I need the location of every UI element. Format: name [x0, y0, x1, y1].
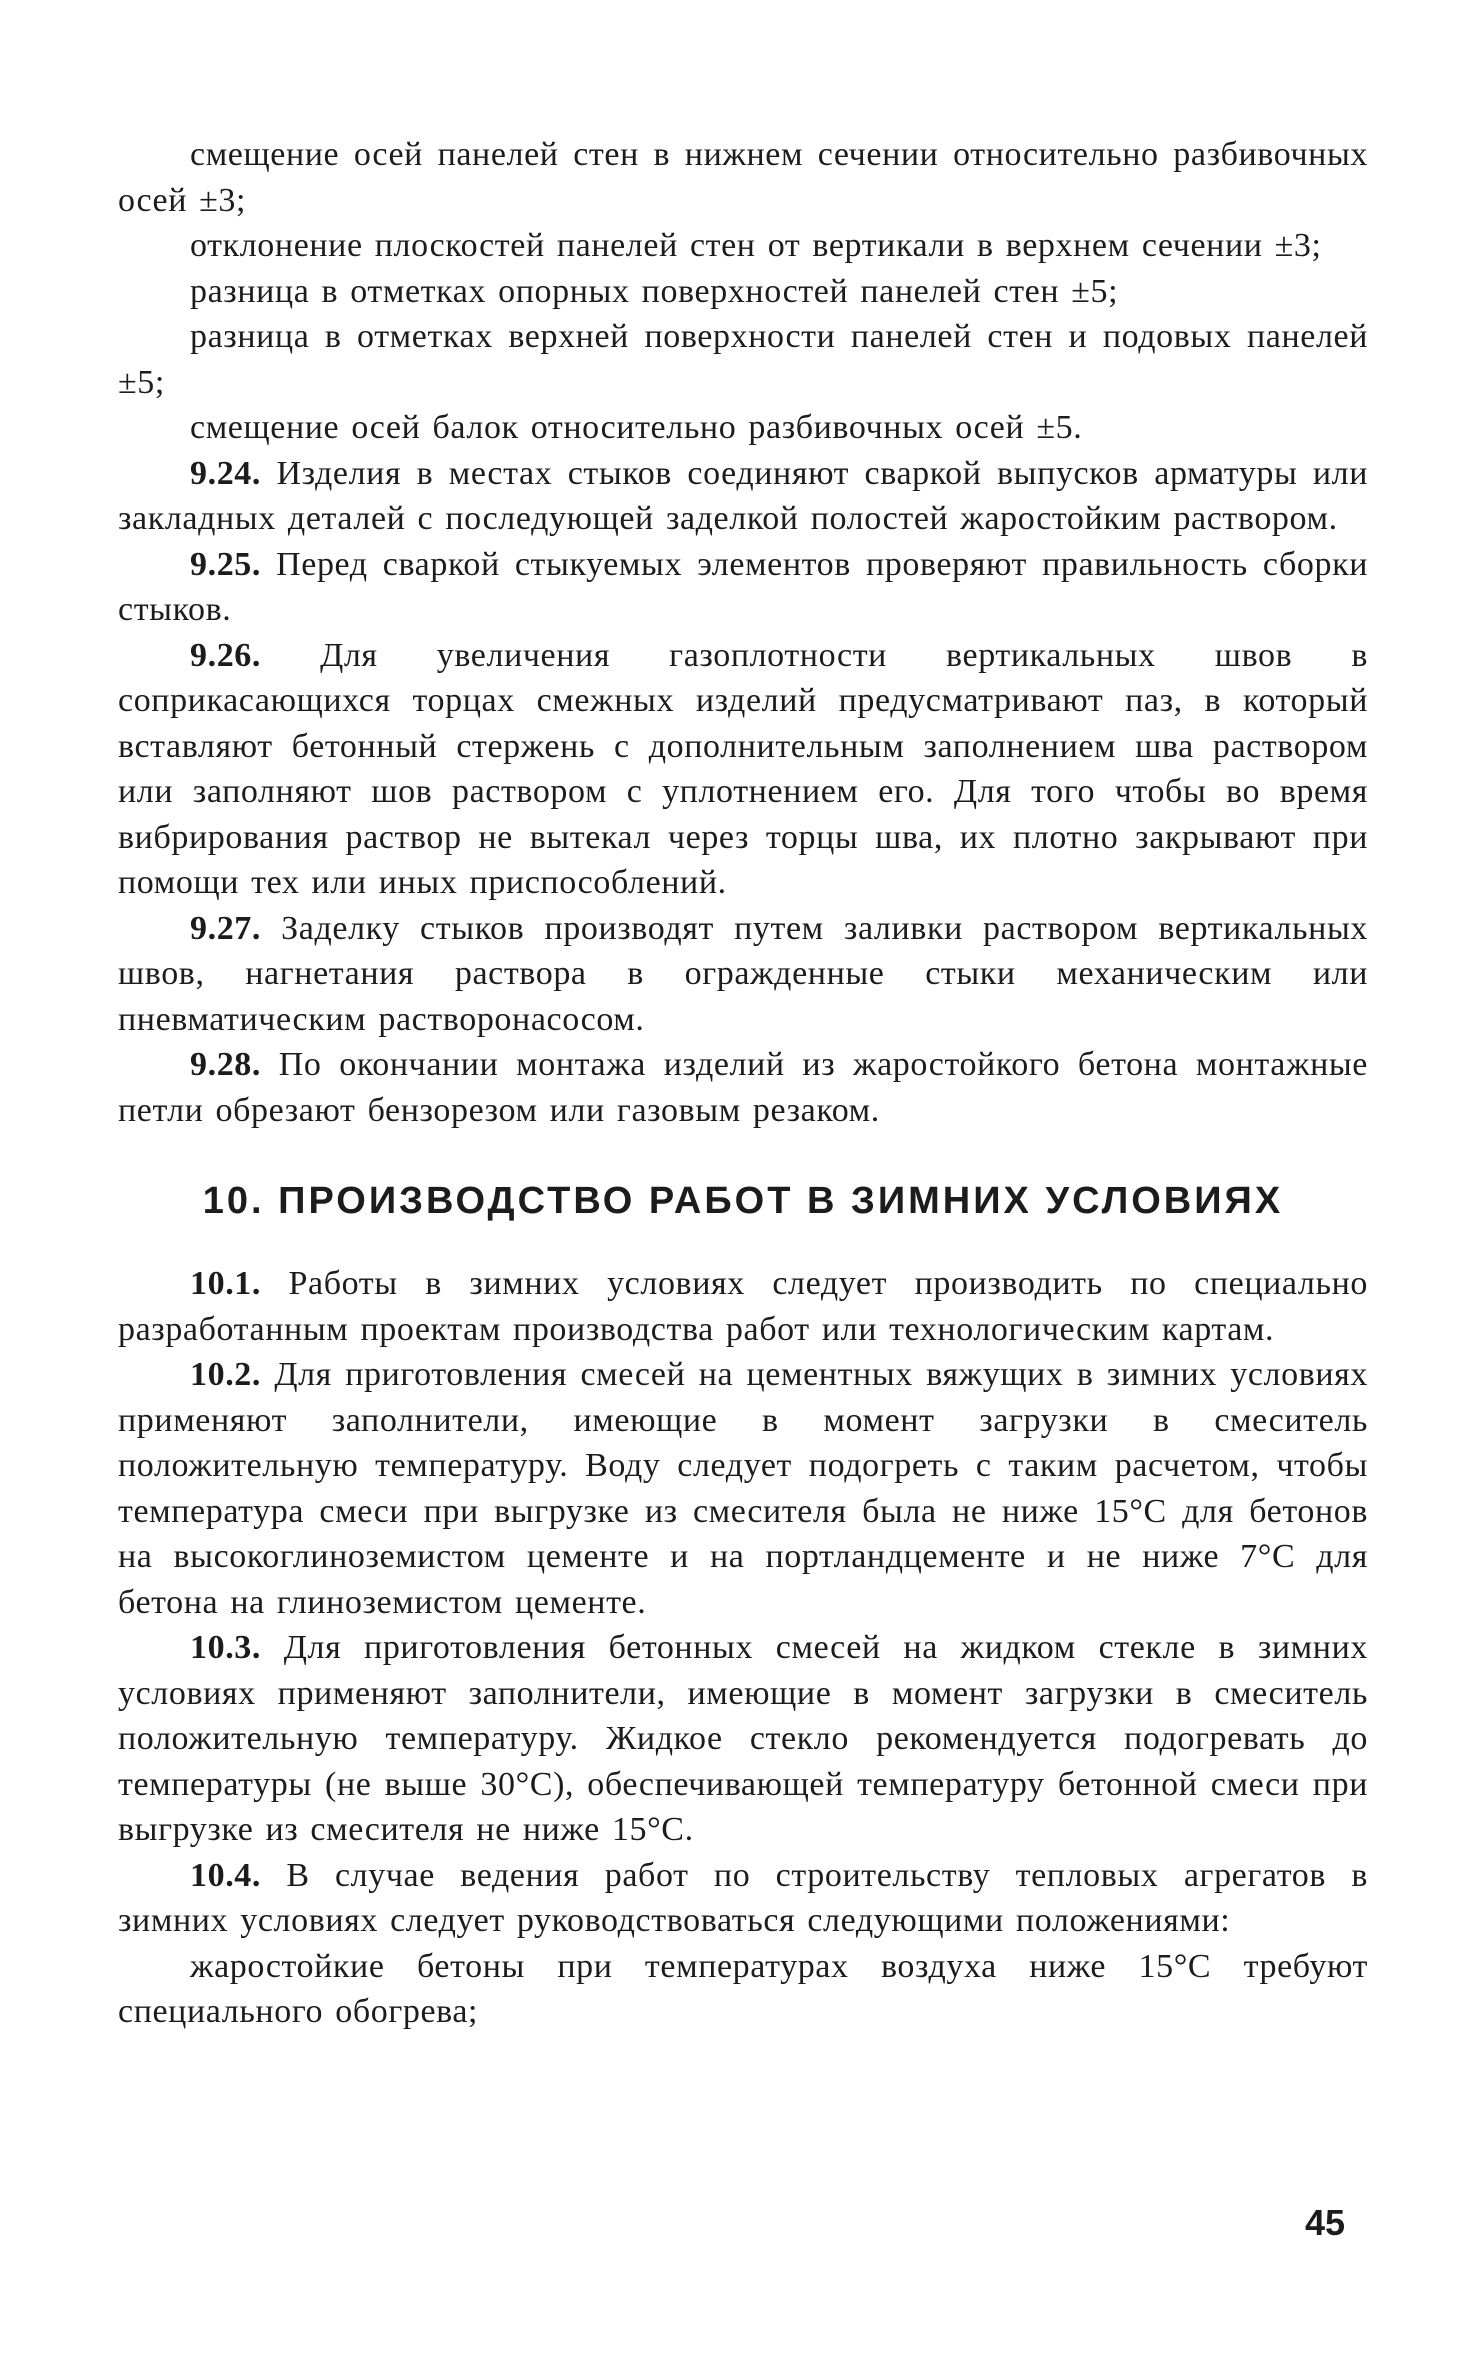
clause-text: Изделия в местах стыков соединяют сваркой выпусков арматуры или закладных деталей с последующей заделкой полостей жаростойким раствором.	[118, 454, 1368, 537]
clause-number: 10.2.	[190, 1356, 261, 1393]
clause-text: Работы в зимних условиях следует производить по специально разработанным проектам производства работ или технологическим картам.	[118, 1265, 1368, 1348]
list-item: жаростойкие бетоны при температурах воздуха ниже 15°С требуют специального обогрева;	[118, 1947, 1368, 2030]
clause-text: По окончании монтажа изделий из жаростойкого бетона монтажные петли обрезают бензорезом или газовым резаком.	[118, 1046, 1369, 1129]
clause-number: 10.1.	[190, 1265, 261, 1302]
list-item: смещение осей панелей стен в нижнем сечении относительно разбивочных осей ±3;	[118, 136, 1368, 219]
clause-text: Перед сваркой стыкуемых элементов проверяют правильность сборки стыков.	[118, 545, 1368, 628]
clause-text: В случае ведения работ по строительству тепловых агрегатов в зимних условиях следует руководствоваться следующими положениями:	[118, 1856, 1368, 1939]
clause-10-2	[118, 1352, 1368, 1625]
page-body	[118, 132, 1368, 2035]
page-number: 45	[1305, 2202, 1346, 2243]
clause-text: Для увеличения газоплотности вертикальных швов в соприкасающихся торцах смежных изделий предусматривают паз, в который вставляют бетонный стержень с дополнительным заполнением шва раствором или заполняют шов раствором с уплотнением его. Для того чтобы во время вибрирования раствор не вытекал через торцы шва, их плотно закрывают при помощи тех или иных приспособлений.	[118, 636, 1368, 901]
clause-number: 9.26.	[190, 636, 261, 674]
clause-number: 10.3.	[190, 1629, 261, 1666]
clause-number: 10.4.	[190, 1856, 261, 1894]
list-item: разница в отметках верхней поверхности панелей стен и подовых панелей ±5;	[118, 318, 1368, 401]
clause-number: 9.28.	[190, 1046, 261, 1083]
clause-text: Для приготовления бетонных смесей на жидком стекле в зимних условиях применяют заполнители, имеющие в момент загрузки в смеситель положительную температуру. Жидкое стекло рекомендуется подогревать до температуры (не выше 30°С), обеспечивающей температуру бетонной смеси при выгрузке из смесителя не ниже 15°С.	[118, 1629, 1368, 1848]
clause-9-28	[118, 1042, 1368, 1133]
clause-9-25	[118, 542, 1368, 633]
list-item: смещение осей балок относительно разбивочных осей ±5.	[190, 409, 1083, 446]
list-item: отклонение плоскостей панелей стен от вертикали в верхнем сечении ±3;	[190, 227, 1322, 264]
clause-number: 9.24.	[190, 454, 261, 492]
section-heading: 10. ПРОИЗВОДСТВО РАБОТ В ЗИМНИХ УСЛОВИЯХ	[202, 1180, 1284, 1222]
clause-number: 9.25.	[190, 545, 261, 583]
clause-9-24	[118, 451, 1368, 542]
clause-number: 9.27.	[190, 909, 261, 947]
clause-10-1	[118, 1261, 1368, 1352]
clause-10-4	[118, 1853, 1368, 1944]
clause-9-27	[118, 906, 1368, 1043]
clause-10-3	[118, 1625, 1368, 1853]
clause-text: Заделку стыков производят путем заливки раствором вертикальных швов, нагнетания раствора в огражденные стыки механическим или пневматическим растворонасосом.	[118, 909, 1368, 1038]
clause-text: Для приготовления смесей на цементных вяжущих в зимних условиях применяют заполнители, имеющие в момент загрузки в смеситель положительную температуру. Воду следует подогреть с таким расчетом, чтобы температура смеси при выгрузке из смесителя была не ниже 15°С для бетонов на высокоглиноземистом цементе и на портландцементе и не ниже 7°С для бетона на глиноземистом цементе.	[118, 1356, 1368, 1621]
clause-9-26	[118, 633, 1368, 906]
list-item: разница в отметках опорных поверхностей панелей стен ±5;	[190, 272, 1119, 310]
